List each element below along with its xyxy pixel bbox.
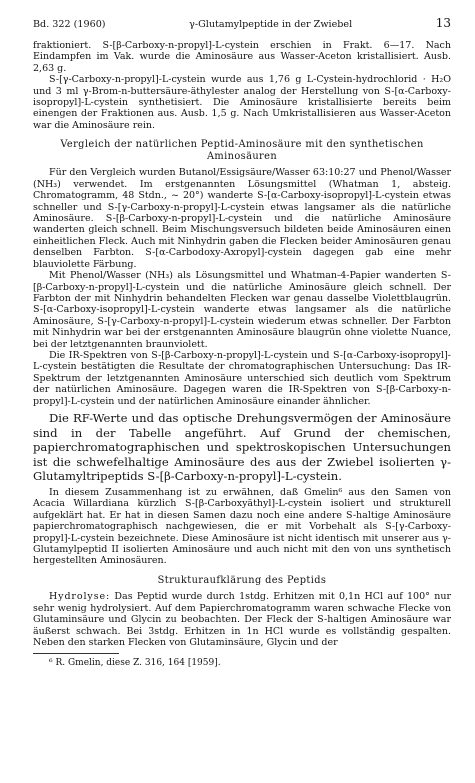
comparison-paragraph-2: Mit Phenol/Wasser (NH₃) als Lösungsmittel und Whatman-4-Papier wanderten S-[β-Carboxy-n-propyl]-L-cystein und die natürliche Aminosäure gleich schnell. Der Farbton der mit Ninhydrin behandelten Flecken war genau dasselbe Violettblaugrün. S-[α-Carboxy-isopropyl]-L-cystein wanderte etwas langsamer als die natürliche Aminosäure, S-[γ-Carboxy-n-propyl]-L-cystein wiederum etwas schneller. Der Farbton mit Ninhydrin war bei der erstgenannten Aminosäure blaugrün ohne violette Nuance, bei der letztgenannten braunviolett.: [33, 270, 451, 350]
comparison-paragraph-1: Für den Vergleich wurden Butanol/Essigsäure/Wasser 63:10:27 und Phenol/Wasser (NH₃) verwendet. Im erstgenannten Lösungsmittel (Whatman 1, absteig. Chromatogramm, 48 Stdn., ~ 20°) wanderte S-[α-Carboxy-isopropyl]-L-cystein etwas schneller und S-[γ-Carboxy-n-propyl]-L-cystein etwas langsamer als die natürliche Aminosäure. S-[β-Carboxy-n-propyl]-L-cystein und die natürliche Aminosäure wanderten gleich schnell. Beim Mischungsversuch bildeten beide Aminosäuren einen einheitlichen Fleck. Auch mit Ninhydrin gaben die Flecken beider Aminosäuren genau denselben Farbton. S-[α-Carbodoxy-Axropyl]-cystein dagegen gab eine mehr blauviolette Färbung.: [33, 167, 451, 270]
hydrolysis-label: Hydrolyse:: [49, 591, 111, 603]
section-heading-structure: Strukturaufklärung des Peptids: [157, 574, 327, 586]
page-number: 13: [435, 16, 451, 30]
running-title: γ-Glutamylpeptide in der Zwiebel: [189, 19, 353, 30]
intro-paragraph-1: fraktioniert. S-[β-Carboxy-n-propyl]-L-cystein erschien in Frakt. 6—17. Nach Eindampfen im Vak. wurde die Aminosäure aus Wasser-Aceton kristallisiert. Ausb. 2,63 g.: [33, 40, 451, 74]
hydrolysis-paragraph: [33, 591, 451, 648]
hydrolysis-text: Das Peptid wurde durch 1stdg. Erhitzen mit 0,1n HCl auf 100° nur sehr wenig hydrolysiert. Auf dem Papierchromatogramm waren schwache Flecke von Glutaminsäure und Glycin zu beobachten. Der Fleck der S-haltigen Aminosäure war äußerst schwach. Bei 3stdg. Erhitzen in 1n HCl wurde es vollständig gespalten. Neben den starken Flecken von Glutaminsäure, Glycin und der: [33, 591, 451, 648]
volume-info: Bd. 322 (1960): [33, 19, 106, 30]
footnote: ⁶ R. Gmelin, diese Z. 316, 164 [1959].: [49, 658, 221, 669]
context-paragraph: In diesem Zusammenhang ist zu erwähnen, daß Gmelin⁶ aus den Samen von Acacia Willardiana kürzlich S-[β-Carboxyäthyl]-L-cystein isoliert und strukturell aufgeklärt hat. Er hat in diesen Samen dazu noch eine andere S-haltige Aminosäure papierchromatographisch nachgewiesen, die er mit Vorbehalt als S-[γ-Carboxy-propyl]-L-cystein bezeichnete. Diese Aminosäure ist nicht identisch mit unserer aus γ-Glutamylpeptid II isolierten Aminosäure und auch nicht mit den von uns synthetisch hergestellten Aminosäuren.: [33, 486, 451, 567]
intro-paragraph-2: S-[γ-Carboxy-n-propyl]-L-cystein wurde aus 1,76 g L-Cystein-hydrochlorid · H₂O und 3 ml γ-Brom-n-buttersäure-äthylester analog der Herstellung von S-[α-Carboxy-isopropyl]-L-cystein synthetisiert. Die Aminosäure kristallisierte bereits beim einengen der Fraktionen aus. Ausb. 1,5 g. Nach Umkristallisieren aus Wasser-Aceton war die Aminosäure rein.: [33, 74, 451, 131]
section-heading-comparison: Vergleich der natürlichen Peptid-Aminosäure mit den synthetischen Aminosäuren: [60, 139, 424, 162]
footnote-rule: [33, 653, 119, 654]
summary-block: [33, 411, 451, 484]
summary-paragraph: Die RF-Werte und das optische Drehungsvermögen der Aminosäure sind in der Tabelle angeführt. Auf Grund der chemischen, papierchromatographischen und spektroskopischen Untersuchungen ist die schwefelhaltige Aminosäure des aus der Zwiebel isolierten γ-Glutamyltripeptids S-[β-Carboxy-n-propyl]-L-cystein.: [33, 410, 451, 484]
running-header: [33, 16, 451, 40]
comparison-paragraph-3: Die IR-Spektren von S-[β-Carboxy-n-propyl]-L-cystein und S-[α-Carboxy-isopropyl]-L-cystein bestätigten die Resultate der chromatographischen Untersuchung: Das IR-Spektrum der letztgenannten Aminosäure unterschied sich deutlich vom Spektrum der natürlichen Aminosäure. Dagegen waren die IR-Spektren von S-[β-Carboxy-n-propyl]-L-cystein und der natürlichen Aminosäure einander ähnlicher.: [33, 349, 451, 407]
